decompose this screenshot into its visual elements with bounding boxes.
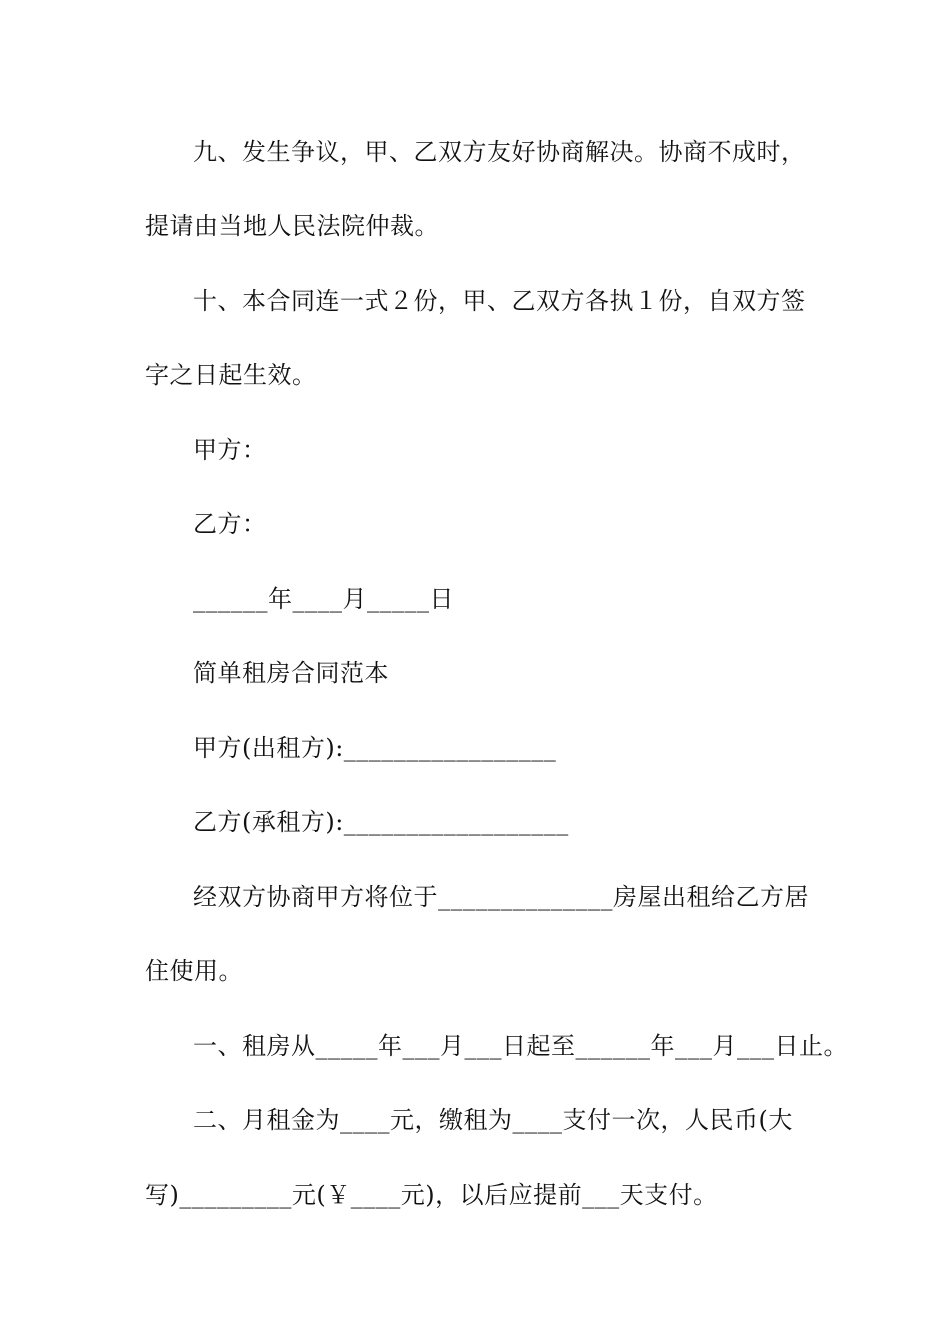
lessee-line: 乙方(承租方):__________________ — [193, 808, 569, 836]
agreement-line-2: 住使用。 — [145, 957, 243, 985]
clause-10-line-1: 十、本合同连一式２份，甲、乙双方各执１份，自双方签 — [193, 287, 806, 315]
party-b-signature: 乙方： — [193, 510, 267, 538]
lessor-line: 甲方(出租方):_________________ — [193, 734, 557, 762]
clause-2-line-1: 二、月租金为____元，缴租为____支付一次，人民币(大 — [193, 1106, 793, 1134]
clause-2-line-2: 写)_________元(￥____元)，以后应提前___天支付。 — [145, 1181, 718, 1209]
date-line: ______年____月_____日 — [193, 585, 454, 613]
clause-9-line-2: 提请由当地人民法院仲裁。 — [145, 212, 439, 240]
clause-9-line-1: 九、发生争议，甲、乙双方友好协商解决。协商不成时， — [193, 138, 806, 166]
agreement-line-1: 经双方协商甲方将位于______________房屋出租给乙方居 — [193, 883, 809, 911]
template-title: 简单租房合同范本 — [193, 659, 389, 687]
clause-1-line: 一、租房从_____年___月___日起至______年___月___日止。 — [193, 1032, 848, 1060]
clause-10-line-2: 字之日起生效。 — [145, 361, 317, 389]
party-a-signature: 甲方： — [193, 436, 267, 464]
